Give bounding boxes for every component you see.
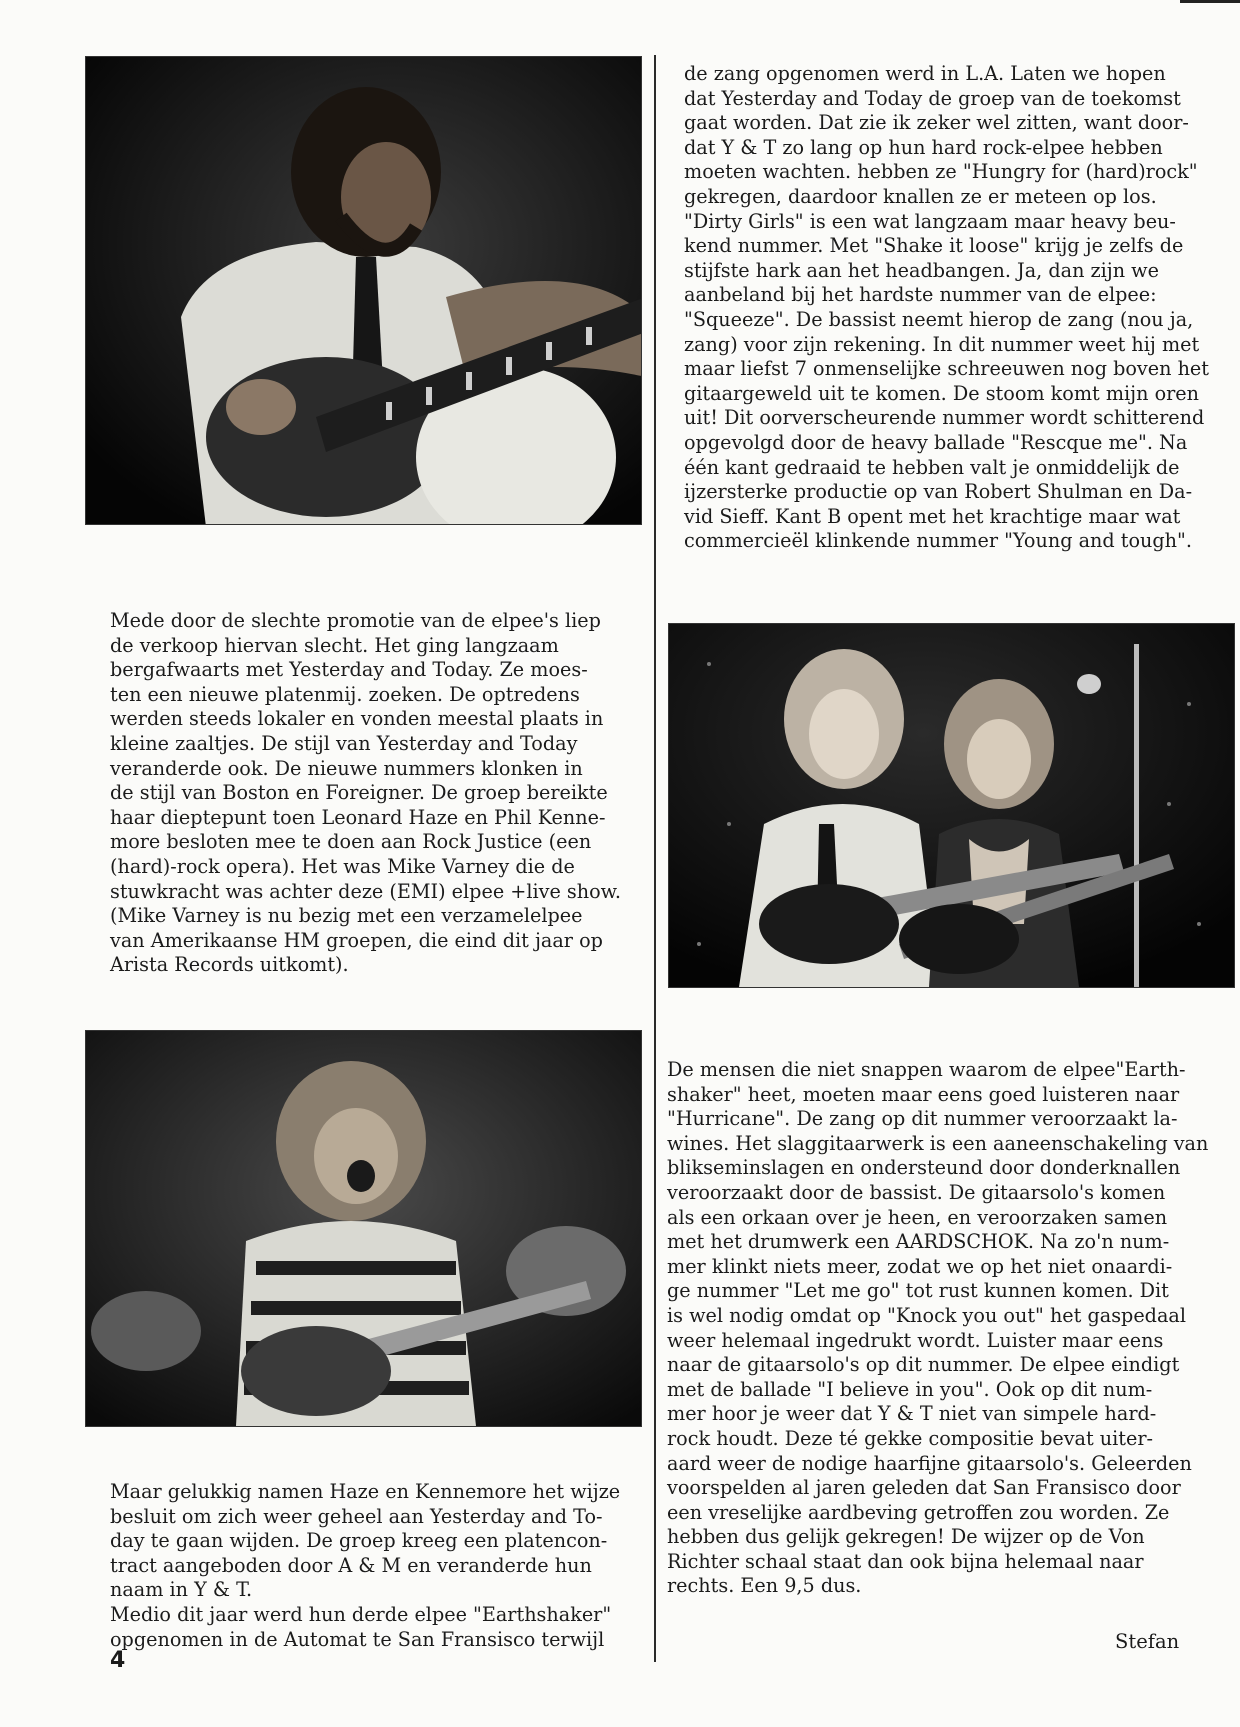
text-line: zang) voor zijn rekening. In dit nummer weet hij met [684,332,1200,356]
article-text-right-bottom [667,1058,1232,1599]
text-line: besluit om zich weer geheel aan Yesterday and To- [110,1504,603,1528]
text-line: aard weer de nodige haarfijne gitaarsolo's. Geleerden [667,1451,1192,1475]
text-line: veranderde ook. De nieuwe nummers klonken in [110,756,583,780]
text-line: moeten wachten. hebben ze "Hungry for (hard)rock" [684,160,1198,184]
text-line: ge nummer "Let me go" tot rust kunnen komen. Dit [667,1279,1169,1303]
article-text-left-middle [110,609,645,978]
text-line: naam in Y & T. [110,1578,253,1602]
text-line: kleine zaaltjes. De stijl van Yesterday and Today [110,731,578,755]
text-line: bergafwaarts met Yesterday and Today. Ze moes- [110,658,588,682]
text-line: kend nummer. Met "Shake it loose" krijg je zelfs de [684,234,1184,258]
text-line: opgenomen in de Automat te San Fransisco terwijl [110,1627,605,1651]
text-line: blikseminslagen en ondersteund door donderknallen [667,1156,1181,1180]
text-line: van Amerikaanse HM groepen, die eind dit jaar op [110,928,603,952]
text-line: weer helemaal ingedrukt wordt. Luister maar eens [667,1328,1164,1352]
text-line: veroorzaakt door de bassist. De gitaarsolo's komen [667,1180,1166,1204]
text-line: maar liefst 7 onmenselijke schreeuwen nog boven het [684,357,1209,381]
page-number: 4 [110,1648,126,1673]
text-line: "Hurricane". De zang op dit nummer veroorzaakt la- [667,1107,1178,1131]
text-line: aanbeland bij het hardste nummer van de elpee: [684,283,1157,307]
photo-guitarist-playing-les-paul-icon [86,57,641,524]
text-line: met het drumwerk een AARDSCHOK. Na zo'n num- [667,1230,1170,1254]
text-line: haar dieptepunt toen Leonard Haze en Phil Kenne- [110,805,606,829]
text-line: tract aangeboden door A & M en veranderde hun [110,1553,592,1577]
photo-band-on-stage-icon [669,624,1234,987]
text-line: shaker" heet, moeten maar eens goed luisteren naar [667,1082,1180,1106]
photo-two-guitarists [668,623,1235,988]
text-line: de verkoop hiervan slecht. Het ging langzaam [110,633,559,657]
text-line: hebben dus gelijk gekregen! De wijzer op de Von [667,1525,1145,1549]
text-line: mer hoor je weer dat Y & T niet van simpele hard- [667,1402,1157,1426]
text-line: opgevolgd door de heavy ballade "Rescque me". Na [684,430,1188,454]
article-text-left-bottom [110,1480,645,1652]
text-line: als een orkaan over je heen, en veroorzaken samen [667,1205,1168,1229]
text-line: met de ballade "I believe in you". Ook op dit num- [667,1377,1153,1401]
text-line: Medio dit jaar werd hun derde elpee "Earthshaker" [110,1602,612,1626]
text-line: rock houdt. Deze té gekke compositie bevat uiter- [667,1426,1154,1450]
text-line: "Dirty Girls" is een wat langzaam maar heavy beu- [684,209,1176,233]
text-line: is wel nodig omdat op "Knock you out" het gaspedaal [667,1303,1186,1327]
text-line: Arista Records uitkomt). [110,953,349,977]
text-line: dat Yesterday and Today de groep van de toekomst [684,86,1181,110]
text-line: naar de gitaarsolo's op dit nummer. De elpee eindigt [667,1353,1180,1377]
text-line: vid Sieff. Kant B opent met het krachtige maar wat [684,504,1181,528]
text-line: uit! Dit oorverscheurende nummer wordt schitterend [684,406,1205,430]
text-line: Maar gelukkig namen Haze en Kennemore het wijze [110,1480,621,1503]
corner-mark [1180,0,1240,3]
text-line: De mensen die niet snappen waarom de elpee"Earth- [667,1058,1186,1081]
photo-singer-screaming [85,1030,642,1427]
text-line: gitaargeweld uit te komen. De stoom komt mijn oren [684,381,1200,405]
text-line: dat Y & T zo lang op hun hard rock-elpee hebben [684,135,1163,159]
text-line: Richter schaal staat dan ook bijna helemaal naar [667,1549,1144,1573]
text-line: ijzersterke productie op van Robert Shulman en Da- [684,480,1193,504]
text-line: voorspelden al jaren geleden dat San Fransisco door [667,1476,1181,1500]
text-line: de zang opgenomen werd in L.A. Laten we hopen [684,62,1166,85]
text-line: "Squeeze". De bassist neemt hierop de zang (nou ja, [684,307,1194,331]
text-line: (hard)-rock opera). Het was Mike Varney die de [110,854,575,878]
text-line: rechts. Een 9,5 dus. [667,1574,862,1598]
text-line: more besloten mee te doen aan Rock Justice (een [110,830,592,854]
text-line: stijfste hark aan het headbangen. Ja, dan zijn we [684,258,1159,282]
text-line: mer klinkt niets meer, zodat we op het niet onaardi- [667,1254,1173,1278]
text-line: de stijl van Boston en Foreigner. De groep bereikte [110,781,608,805]
photo-singer-with-guitar-icon [86,1031,641,1426]
text-line: commercieël klinkende nummer "Young and tough". [684,529,1192,553]
text-line: ten een nieuwe platenmij. zoeken. De optredens [110,682,580,706]
text-line: (Mike Varney is nu bezig met een verzamelelpee [110,904,583,928]
text-line: gekregen, daardoor knallen ze er meteen op los. [684,184,1157,208]
text-line: een vreselijke aardbeving getroffen zou worden. Ze [667,1500,1170,1524]
article-text-right-top [684,62,1229,554]
text-line: Mede door de slechte promotie van de elpee's liep [110,609,601,632]
photo-guitarist-solo [85,56,642,525]
text-line: day te gaan wijden. De groep kreeg een platencon- [110,1529,608,1553]
column-divider [654,55,656,1662]
text-line: gaat worden. Dat zie ik zeker wel zitten, want door- [684,111,1189,135]
text-line: werden steeds lokaler en vonden meestal plaats in [110,707,604,731]
text-line: stuwkracht was achter deze (EMI) elpee +live show. [110,879,621,903]
author-signature: Stefan [1115,1630,1180,1653]
text-line: wines. Het slaggitaarwerk is een aaneenschakeling van [667,1131,1209,1155]
text-line: één kant gedraaid te hebben valt je onmiddelijk de [684,455,1180,479]
